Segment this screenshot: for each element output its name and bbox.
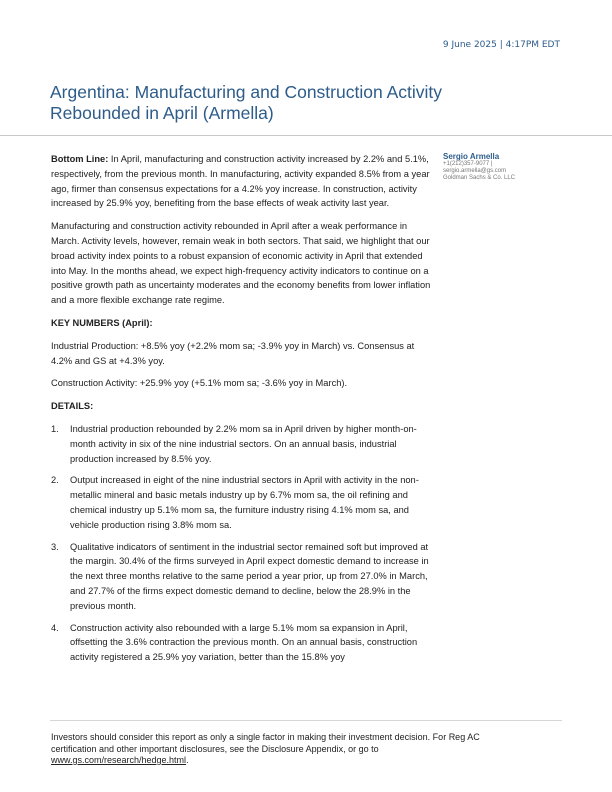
report-body xyxy=(51,152,431,672)
details-list xyxy=(51,422,431,665)
list-item-number: 1. xyxy=(51,423,59,434)
author-firm: Goldman Sachs & Co. LLC xyxy=(443,174,516,181)
bottom-line-text: In April, manufacturing and construction activity increased by 2.2% and 5.1%, respectively, from the previous month. In manufacturing, activity expanded 8.5% from a year ago, firmer than consensus expectations for a 4.2% yoy increase. In construction, activity increased by 25.9% yoy, benefiting from the base effects of weak activity last year. xyxy=(51,154,430,209)
list-item xyxy=(51,621,431,665)
key-number-industrial: Industrial Production: +8.5% yoy (+2.2% mom sa; -3.9% yoy in March) vs. Consensus at 4.2% and GS at +4.3% yoy. xyxy=(51,340,415,366)
list-item-number: 4. xyxy=(51,622,59,633)
author-phone: +1(212)357-9077 | xyxy=(443,161,493,167)
author-block xyxy=(443,152,573,181)
author-name[interactable]: Sergio Armella xyxy=(443,152,500,161)
report-date: 9 June 2025 | 4:17PM EDT xyxy=(442,40,560,50)
details-heading: DETAILS: xyxy=(51,401,94,412)
footer-divider xyxy=(50,720,562,721)
bottom-line-label: Bottom Line: xyxy=(51,154,109,164)
list-item-text: Construction activity also rebounded with a large 5.1% mom sa expansion in April, offsetting the 3.6% contraction the previous month. On an annual basis, construction activity registered a 25.9% yoy variation, better than the 15.8% yoy xyxy=(70,622,418,663)
list-item xyxy=(51,540,431,614)
author-email[interactable]: sergio.armella@gs.com xyxy=(443,167,507,174)
bottom-line-paragraph xyxy=(51,152,431,211)
list-item-number: 3. xyxy=(51,541,59,552)
disclosure-footer xyxy=(51,732,501,767)
summary-paragraph: Manufacturing and construction activity rebounded in April after a weak performance in March. Activity levels, however, remain weak in both sectors. That said, we highlight that our broad activity index points to a robust expansion of economic activity in April that extended into May. In the months ahead, we expect high-frequency activity indicators to continue on a positive growth path as uncertainty moderates and the economy benefits from lower inflation and a more flexible exchange rate regime. xyxy=(51,221,431,306)
report-title: Argentina: Manufacturing and Construction Activity Rebounded in April (Armella) xyxy=(50,82,443,123)
list-item-text: Output increased in eight of the nine industrial sectors in April with activity in the non-metallic mineral and basic metals industry up by 6.7% mom sa, the oil refining and chemical industry up 5.1% mom sa, the furniture industry rising 4.1% mom sa, and vehicle production rising 3.8% mom sa. xyxy=(70,475,419,530)
list-item xyxy=(51,422,431,466)
key-numbers-heading: KEY NUMBERS (April): xyxy=(51,317,153,328)
key-number-construction: Construction Activity: +25.9% yoy (+5.1% mom sa; -3.6% yoy in March). xyxy=(51,378,348,389)
list-item-text: Industrial production rebounded by 2.2% mom sa in April driven by higher month-on-month activity in six of the nine industrial sectors. On an annual basis, industrial production increased by 8.5% yoy. xyxy=(70,423,417,464)
list-item-text: Qualitative indicators of sentiment in the industrial sector remained soft but improved at the margin. 30.4% of the firms surveyed in April expect domestic demand to increase in the next three months relative to the same period a year prior, up from 27.0% in March, and 27.7% of the firms expect domestic demand to decline, below the 28.9% in the previous month. xyxy=(70,541,429,611)
title-divider xyxy=(0,135,612,136)
list-item xyxy=(51,473,431,532)
disclosure-end: . xyxy=(186,755,189,765)
disclosure-text: Investors should consider this report as only a single factor in making their investment decision. For Reg AC certification and other important disclosures, see the Disclosure Appendix, or go to xyxy=(51,732,480,754)
disclosure-link[interactable]: www.gs.com/research/hedge.html xyxy=(51,755,187,765)
list-item-number: 2. xyxy=(51,475,59,486)
